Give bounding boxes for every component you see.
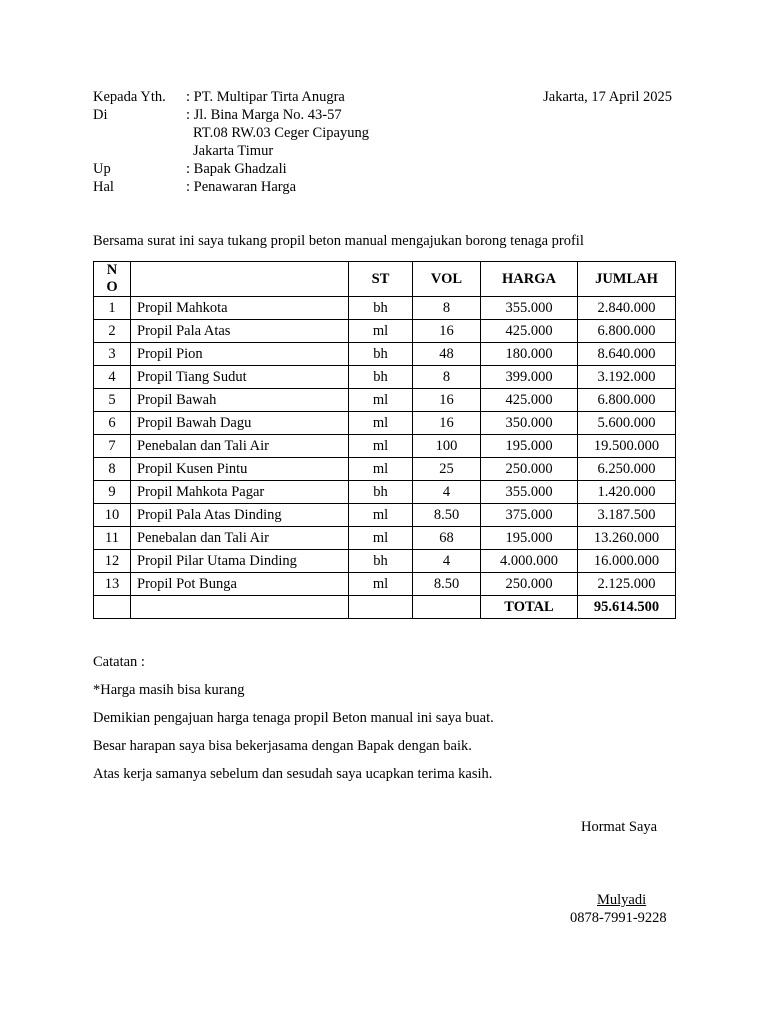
cell-st: bh <box>349 343 413 366</box>
cell-harga: 355.000 <box>481 297 578 320</box>
cell-st: bh <box>349 481 413 504</box>
cell-harga: 180.000 <box>481 343 578 366</box>
cell-st: ml <box>349 504 413 527</box>
cell-item: Propil Bawah <box>131 389 349 412</box>
cell-jumlah: 3.192.000 <box>578 366 676 389</box>
header-no-line2: O <box>106 279 118 295</box>
cell-st: bh <box>349 550 413 573</box>
table-header-row <box>94 262 676 297</box>
cell-vol: 48 <box>413 343 481 366</box>
cell-no: 1 <box>94 297 131 320</box>
total-empty-item <box>131 596 349 619</box>
cell-harga: 195.000 <box>481 527 578 550</box>
note-price-negotiable: *Harga masih bisa kurang <box>93 682 245 698</box>
cell-item: Penebalan dan Tali Air <box>131 435 349 458</box>
cell-vol: 16 <box>413 389 481 412</box>
table-row <box>94 343 676 366</box>
cell-jumlah: 1.420.000 <box>578 481 676 504</box>
header-st: ST <box>349 262 413 297</box>
cell-vol: 8.50 <box>413 573 481 596</box>
cell-no: 11 <box>94 527 131 550</box>
hal-value: : Penawaran Harga <box>186 179 297 195</box>
kepada-label: Kepada Yth. <box>93 89 166 105</box>
total-label: TOTAL <box>481 596 578 619</box>
cell-item: Propil Pala Atas Dinding <box>131 504 349 527</box>
cell-no: 13 <box>94 573 131 596</box>
cell-vol: 100 <box>413 435 481 458</box>
address-line-2: RT.08 RW.03 Ceger Cipayung <box>193 125 369 141</box>
cell-st: bh <box>349 366 413 389</box>
cell-jumlah: 2.840.000 <box>578 297 676 320</box>
total-empty-st <box>349 596 413 619</box>
cell-item: Propil Pot Bunga <box>131 573 349 596</box>
cell-harga: 425.000 <box>481 320 578 343</box>
header-item <box>131 262 349 297</box>
letter-date: Jakarta, 17 April 2025 <box>543 89 672 105</box>
cell-jumlah: 3.187.500 <box>578 504 676 527</box>
table-row <box>94 297 676 320</box>
total-value: 95.614.500 <box>578 596 676 619</box>
intro-text: Bersama surat ini saya tukang propil beton manual mengajukan borong tenaga profil <box>93 233 584 249</box>
signer-phone: 0878-7991-9228 <box>570 910 667 926</box>
header-jumlah: JUMLAH <box>578 262 676 297</box>
cell-jumlah: 13.260.000 <box>578 527 676 550</box>
cell-vol: 16 <box>413 412 481 435</box>
cell-jumlah: 2.125.000 <box>578 573 676 596</box>
cell-st: ml <box>349 435 413 458</box>
cell-jumlah: 5.600.000 <box>578 412 676 435</box>
cell-item: Propil Tiang Sudut <box>131 366 349 389</box>
hal-label: Hal <box>93 179 114 195</box>
cell-vol: 8 <box>413 297 481 320</box>
table-row <box>94 458 676 481</box>
header-harga: HARGA <box>481 262 578 297</box>
cell-item: Penebalan dan Tali Air <box>131 527 349 550</box>
cell-no: 12 <box>94 550 131 573</box>
cell-harga: 350.000 <box>481 412 578 435</box>
cell-jumlah: 8.640.000 <box>578 343 676 366</box>
cell-no: 10 <box>94 504 131 527</box>
kepada-value: : PT. Multipar Tirta Anugra <box>186 89 345 105</box>
di-value: : Jl. Bina Marga No. 43-57 <box>186 107 342 123</box>
table-row <box>94 527 676 550</box>
cell-no: 9 <box>94 481 131 504</box>
cell-harga: 250.000 <box>481 573 578 596</box>
up-value: : Bapak Ghadzali <box>186 161 287 177</box>
cell-st: ml <box>349 458 413 481</box>
cell-jumlah: 6.800.000 <box>578 389 676 412</box>
table-row <box>94 389 676 412</box>
cell-jumlah: 16.000.000 <box>578 550 676 573</box>
cell-vol: 8.50 <box>413 504 481 527</box>
cell-item: Propil Bawah Dagu <box>131 412 349 435</box>
total-empty-vol <box>413 596 481 619</box>
cell-item: Propil Pion <box>131 343 349 366</box>
notes-heading: Catatan : <box>93 654 145 670</box>
cell-no: 8 <box>94 458 131 481</box>
cell-no: 7 <box>94 435 131 458</box>
cell-st: ml <box>349 573 413 596</box>
cell-jumlah: 19.500.000 <box>578 435 676 458</box>
cell-harga: 4.000.000 <box>481 550 578 573</box>
cell-no: 6 <box>94 412 131 435</box>
cell-vol: 8 <box>413 366 481 389</box>
closing-line-3: Atas kerja samanya sebelum dan sesudah saya ucapkan terima kasih. <box>93 766 493 782</box>
cell-vol: 16 <box>413 320 481 343</box>
table-row <box>94 481 676 504</box>
table-row <box>94 320 676 343</box>
cell-item: Propil Pilar Utama Dinding <box>131 550 349 573</box>
cell-harga: 399.000 <box>481 366 578 389</box>
price-table <box>93 261 676 619</box>
cell-harga: 375.000 <box>481 504 578 527</box>
cell-no: 5 <box>94 389 131 412</box>
cell-harga: 250.000 <box>481 458 578 481</box>
cell-st: bh <box>349 297 413 320</box>
header-vol: VOL <box>413 262 481 297</box>
table-row <box>94 573 676 596</box>
cell-harga: 425.000 <box>481 389 578 412</box>
cell-harga: 195.000 <box>481 435 578 458</box>
cell-st: ml <box>349 389 413 412</box>
cell-vol: 25 <box>413 458 481 481</box>
table-row <box>94 412 676 435</box>
header-no <box>94 262 131 297</box>
total-empty-no <box>94 596 131 619</box>
signoff-closing: Hormat Saya <box>581 819 658 835</box>
cell-no: 2 <box>94 320 131 343</box>
cell-item: Propil Kusen Pintu <box>131 458 349 481</box>
di-label: Di <box>93 107 108 123</box>
cell-no: 3 <box>94 343 131 366</box>
cell-item: Propil Mahkota <box>131 297 349 320</box>
closing-line-2: Besar harapan saya bisa bekerjasama dengan Bapak dengan baik. <box>93 738 472 754</box>
cell-item: Propil Pala Atas <box>131 320 349 343</box>
table-row <box>94 366 676 389</box>
header-no-line1: N <box>106 262 118 278</box>
cell-jumlah: 6.800.000 <box>578 320 676 343</box>
cell-jumlah: 6.250.000 <box>578 458 676 481</box>
cell-st: ml <box>349 320 413 343</box>
cell-vol: 4 <box>413 550 481 573</box>
table-row <box>94 550 676 573</box>
cell-harga: 355.000 <box>481 481 578 504</box>
cell-st: ml <box>349 527 413 550</box>
cell-vol: 4 <box>413 481 481 504</box>
address-line-3: Jakarta Timur <box>193 143 274 159</box>
table-row <box>94 435 676 458</box>
total-row <box>94 596 676 619</box>
cell-vol: 68 <box>413 527 481 550</box>
table-row <box>94 504 676 527</box>
cell-item: Propil Mahkota Pagar <box>131 481 349 504</box>
up-label: Up <box>93 161 111 177</box>
signer-name: Mulyadi <box>597 892 647 908</box>
cell-no: 4 <box>94 366 131 389</box>
closing-line-1: Demikian pengajuan harga tenaga propil Beton manual ini saya buat. <box>93 710 494 726</box>
cell-st: ml <box>349 412 413 435</box>
